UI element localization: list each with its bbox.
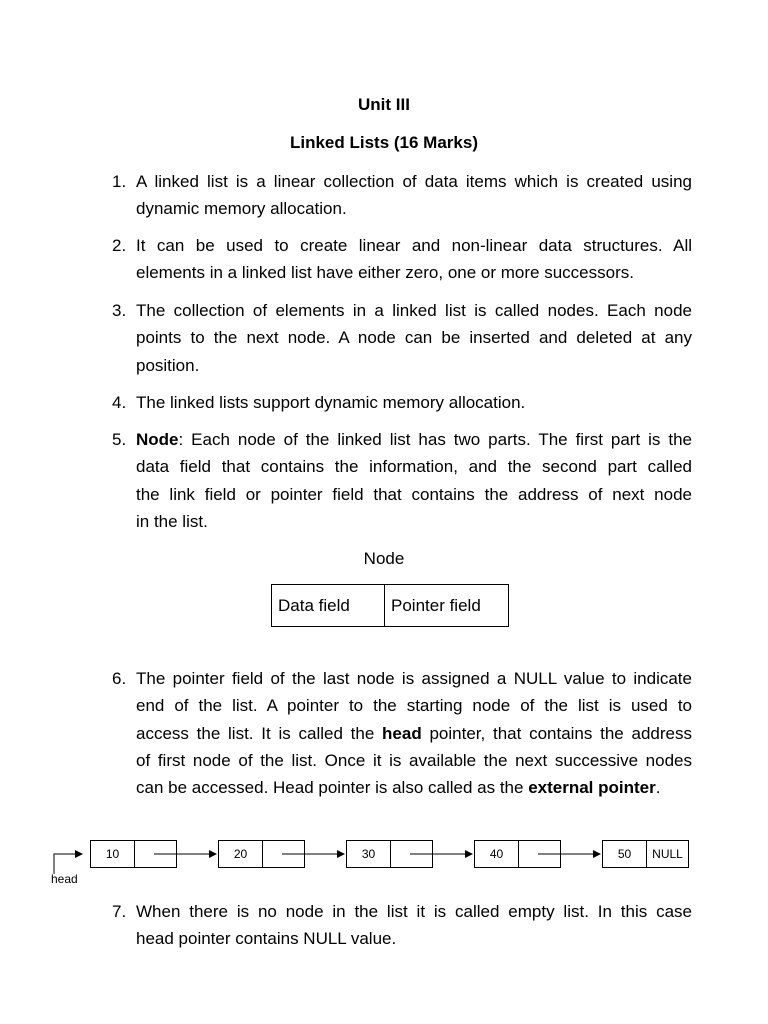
item-line [136,426,692,453]
unit-title: Unit III [358,95,410,114]
item-line: points to the next node. A node can be inserted and deleted at any [136,328,692,348]
item-number: 3. [112,301,127,320]
item-line: dynamic memory allocation. [136,199,347,219]
item-line: A linked list is a linear collection of data items which is created using [136,172,692,191]
list-item [112,168,692,223]
item-line: The linked lists support dynamic memory allocation. [136,393,526,412]
item-line: The collection of elements in a linked list is called nodes. Each node [136,301,692,320]
item-line: of first node of the list. Once it is available the next successive nodes [136,750,692,770]
item-number: 5. [112,430,127,449]
item-line: the link field or pointer field that contains the address of next node [136,484,692,504]
list-node [90,840,177,868]
item-line: in the list. [136,511,208,531]
list-node [602,840,689,868]
list-node [218,840,305,868]
node-pointer [518,841,560,867]
item-number: 1. [112,172,127,191]
node-data: 20 [233,847,248,861]
item-line-text: access the list. It is called the [136,723,383,743]
list-node [474,840,561,868]
list-item [112,898,692,953]
item-line-text: pointer, that contains the address [421,723,692,743]
chapter-title: Linked Lists (16 Marks) [289,133,478,152]
item-line: position. [136,355,200,375]
node-data: 50 [617,847,632,861]
node-pointer [134,841,176,867]
item-line: elements in a linked list have either zero, one or more successors. [136,263,634,283]
list-item [112,389,692,416]
list-node [346,840,433,868]
node-data: 10 [105,847,120,861]
node-caption: Node [363,549,405,568]
item-line: end of the list. A pointer to the starting node of the list is used to [136,696,692,716]
node-pointer [390,841,432,867]
head-label: head [51,872,78,886]
item-line: It can be used to create linear and non-linear data structures. All [136,236,692,255]
item-line-text: . [655,778,661,798]
item-number: 4. [112,393,127,412]
head-term: head [382,723,422,743]
node-data: 40 [489,847,504,861]
item-number: 6. [112,669,127,688]
node-pointer-null: NULL [646,841,688,867]
item-line: data field that contains the information, and the second part called [136,457,692,477]
linked-list-diagram [0,830,768,890]
item-line: head pointer contains NULL value. [136,929,397,949]
item-line: The pointer field of the last node is assigned a NULL value to indicate [136,669,692,688]
node-term: Node [136,430,179,449]
node-structure-diagram [271,584,509,627]
node-pointer [262,841,304,867]
pointer-field-cell: Pointer field [385,585,509,627]
data-field-cell: Data field [272,585,385,627]
item-line-text: : Each node of the linked list has two parts. The first part is the [178,430,692,449]
node-data: 30 [361,847,376,861]
list-item [112,426,692,535]
list-item [112,665,692,801]
external-pointer-term: external pointer [528,778,656,798]
list-item [112,232,692,287]
item-line [136,774,692,801]
item-number: 2. [112,236,127,255]
item-line [136,720,692,747]
item-number: 7. [112,902,127,921]
item-line-text: can be accessed. Head pointer is also called as the [136,778,529,798]
list-item [112,297,692,379]
head-arrow [54,854,82,874]
item-line: When there is no node in the list it is called empty list. In this case [136,902,692,921]
